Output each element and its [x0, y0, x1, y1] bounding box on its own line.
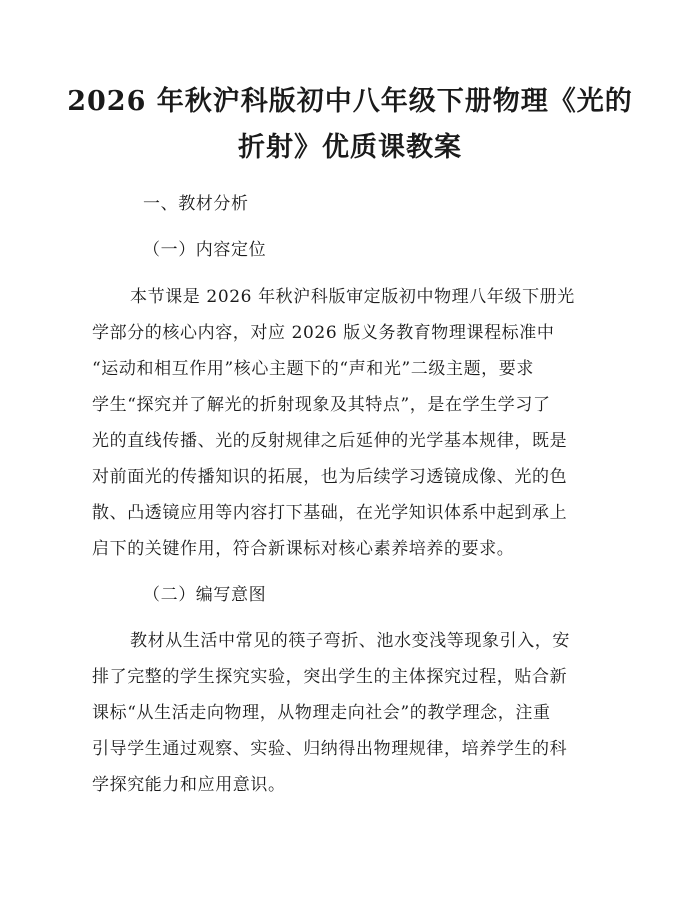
paragraph-line: 启下的关键作用，符合新课标对核心素养培养的要求。 — [92, 539, 515, 559]
paragraph-line: 对前面光的传播知识的拓展，也为后续学习透镜成像、光的色 — [92, 467, 568, 487]
subsection-heading-writing-intent: （二）编写意图 — [143, 585, 267, 605]
document-title-line-1: 2026 年秋沪科版初中八年级下册物理《光的 — [67, 86, 633, 117]
paragraph-line: 课标“从生活走向物理，从物理走向社会”的教学理念，注重 — [92, 703, 551, 723]
paragraph-line: 教材从生活中常见的筷子弯折、池水变浅等现象引入，安 — [130, 631, 570, 651]
document-title-line-2: 折射》优质课教案 — [238, 132, 462, 163]
paragraph-line: 本节课是 2026 年秋沪科版审定版初中物理八年级下册光 — [130, 287, 575, 307]
section-heading-textbook-analysis: 一、教材分析 — [143, 194, 249, 214]
paragraph-line: 散、凸透镜应用等内容打下基础，在光学知识体系中起到承上 — [92, 503, 568, 523]
paragraph-line: 光的直线传播、光的反射规律之后延伸的光学基本规律，既是 — [92, 431, 568, 451]
paragraph-line: 排了完整的学生探究实验，突出学生的主体探究过程，贴合新 — [92, 667, 568, 687]
paragraph-line: 学生“探究并了解光的折射现象及其特点”，是在学生学习了 — [92, 395, 551, 415]
paragraph-line: 学探究能力和应用意识。 — [92, 775, 286, 795]
paragraph-line: “运动和相互作用”核心主题下的“声和光”二级主题，要求 — [92, 359, 534, 379]
paragraph-line: 学部分的核心内容，对应 2026 版义务教育物理课程标准中 — [92, 323, 555, 343]
subsection-heading-content-positioning: （一）内容定位 — [143, 240, 267, 260]
paragraph-line: 引导学生通过观察、实验、归纳得出物理规律，培养学生的科 — [92, 739, 568, 759]
